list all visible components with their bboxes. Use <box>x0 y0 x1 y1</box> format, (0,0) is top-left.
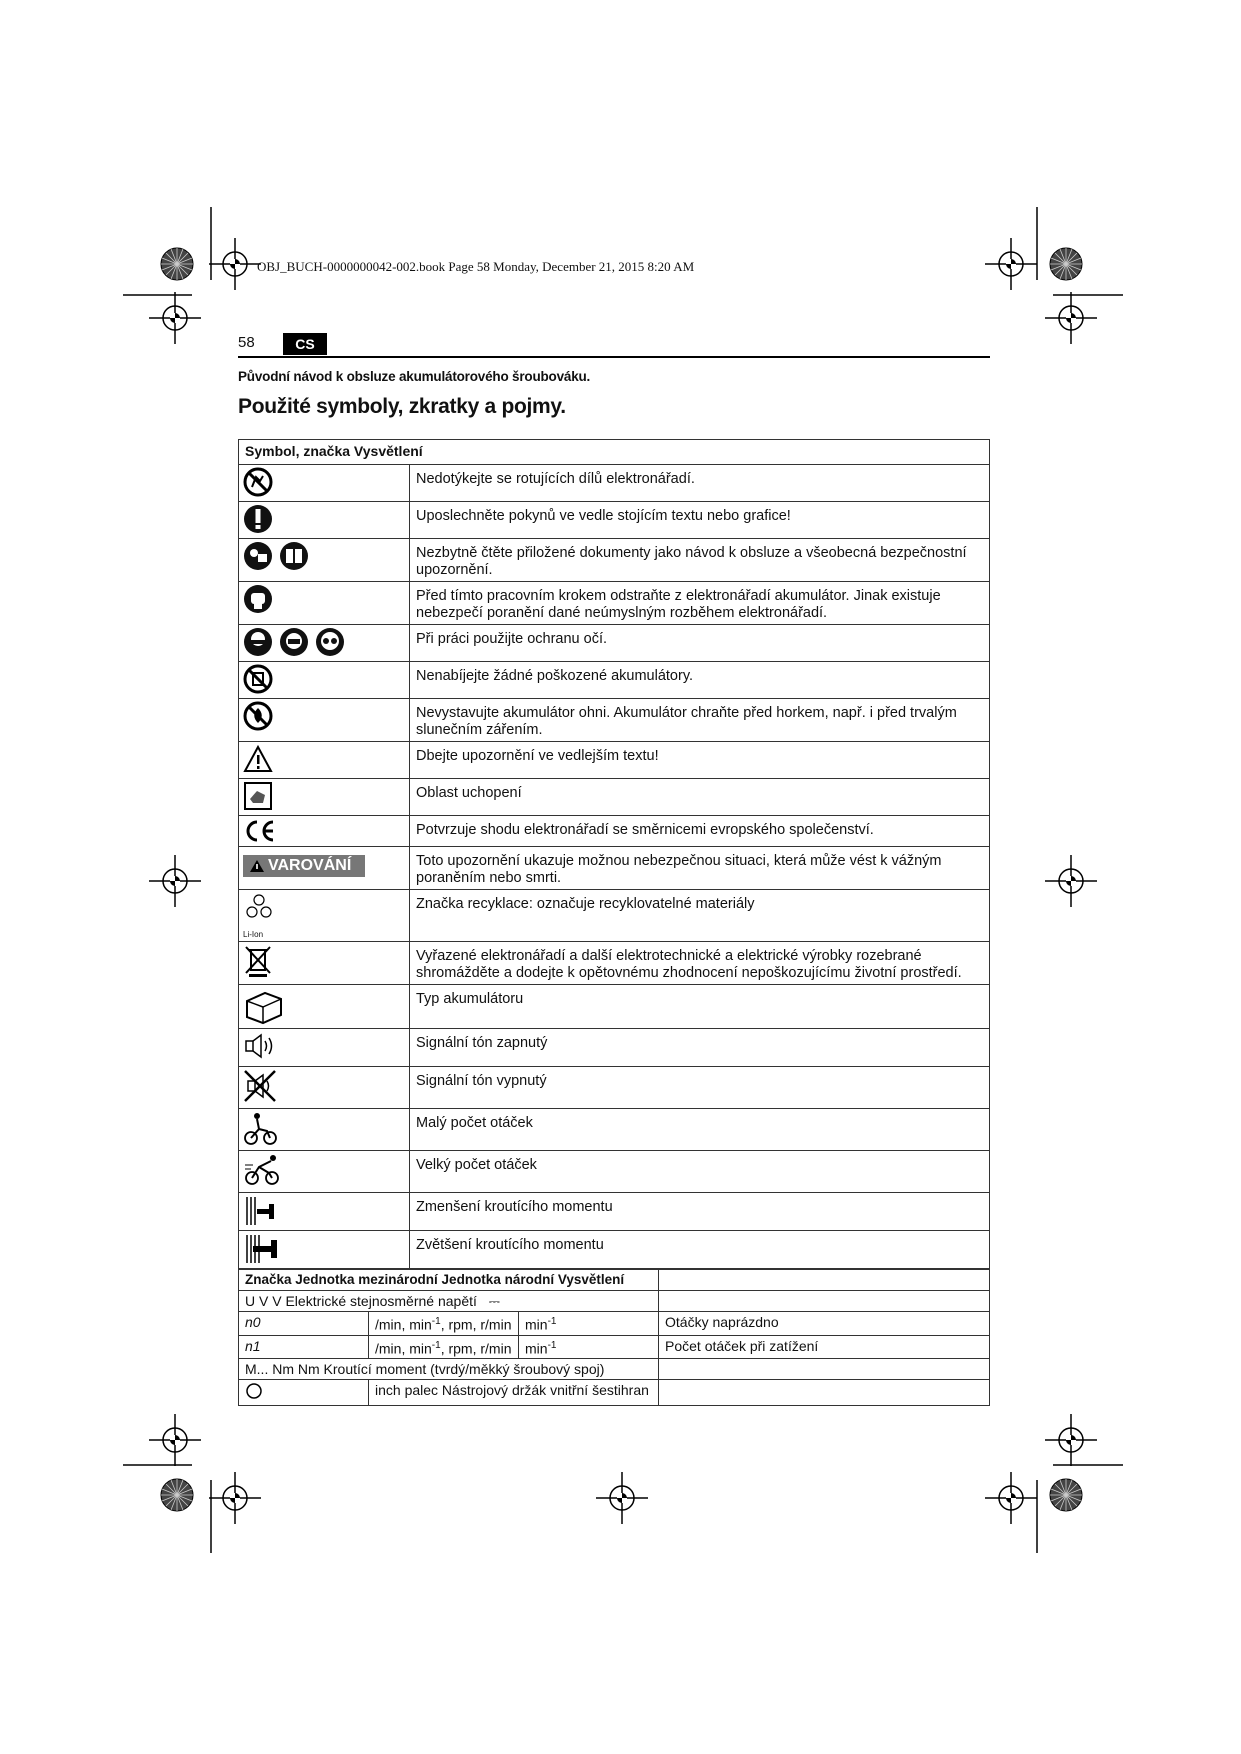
table-row <box>239 502 990 539</box>
unit-description: Otáčky naprázdno <box>659 1312 990 1336</box>
table-row <box>239 1312 990 1336</box>
units-table-header: Značka Jednotka mezinárodní Jednotka národní Vysvětlení <box>239 1270 659 1291</box>
symbol-description: Malý počet otáček <box>410 1109 990 1151</box>
table-row <box>239 1359 990 1380</box>
language-badge: CS <box>283 333 327 355</box>
dc-symbol: ⎓ <box>488 1293 500 1309</box>
table-row <box>239 1151 990 1193</box>
symbol-description: Vyřazené elektronářadí a další elektrotechnické a elektrické výrobky rozebrané shromážděte a dodejte k opětovnému zhodnocení nepoškozujícímu životní prostředí. <box>410 942 990 985</box>
no-touch-rotating-icon <box>243 467 273 497</box>
table-row <box>239 465 990 502</box>
symbols-table-header: Symbol, značka Vysvětlení <box>239 440 990 465</box>
symbol-description: Nezbytně čtěte přiložené dokumenty jako návod k obsluze a všeobecná bezpečnostní upozornění. <box>410 539 990 582</box>
table-row <box>239 1380 990 1406</box>
symbol-description: Nedotýkejte se rotujících dílů elektronářadí. <box>410 465 990 502</box>
unit-row-text: U V V Elektrické stejnosměrné napětí <box>245 1293 477 1309</box>
unit-row-text: M... Nm Nm Kroutící moment (tvrdý/měkký šroubový spoj) <box>239 1359 659 1380</box>
battery-type-icon <box>243 987 285 1025</box>
read-manual-icon <box>243 541 273 571</box>
signal-off-icon <box>243 1069 279 1103</box>
table-row <box>239 582 990 625</box>
print-header-line: OBJ_BUCH-0000000042-002.book Page 58 Monday, December 21, 2015 8:20 AM <box>257 259 695 274</box>
table-row <box>239 1335 990 1359</box>
warning-triangle-icon <box>243 744 273 774</box>
table-row <box>239 890 990 942</box>
no-fire-icon <box>243 701 273 731</box>
table-row <box>239 699 990 742</box>
table-row <box>239 942 990 985</box>
symbol-description: Značka recyklace: označuje recyklovatelné materiály <box>410 890 990 942</box>
symbol-description: Před tímto pracovním krokem odstraňte z elektronářadí akumulátor. Jinak existuje nebezpečí poranění dané neúmyslným rozběhem elektronářadí. <box>410 582 990 625</box>
torque-decrease-icon <box>243 1195 279 1227</box>
symbol-description: Zvětšení kroutícího momentu <box>410 1231 990 1269</box>
page-number: 58 <box>238 334 255 351</box>
ce-mark-icon <box>243 818 277 844</box>
torque-increase-icon <box>243 1233 283 1265</box>
goggles-icon <box>315 627 345 657</box>
symbol-description: Signální tón zapnutý <box>410 1029 990 1067</box>
signal-on-icon <box>243 1031 279 1061</box>
li-ion-label: Li-Ion <box>243 930 264 939</box>
unit-description: Počet otáček při zatížení <box>659 1335 990 1359</box>
table-row <box>239 816 990 847</box>
units-table <box>238 1269 990 1406</box>
exclamation-icon <box>243 504 273 534</box>
symbol-description: Zmenšení kroutícího momentu <box>410 1193 990 1231</box>
grip-area-icon <box>243 781 273 811</box>
low-speed-icon <box>243 1111 279 1147</box>
weee-bin-icon <box>243 944 273 978</box>
high-speed-icon <box>243 1153 283 1187</box>
unit-symbol: n1 <box>239 1335 369 1359</box>
warning-label <box>243 855 365 877</box>
symbol-description: Při práci použijte ochranu očí. <box>410 625 990 662</box>
unit-national: $\min^{-1}$ <box>519 1312 659 1336</box>
page-title: Použité symboly, zkratky a pojmy. <box>238 395 566 418</box>
hexagon-socket-icon <box>245 1382 263 1400</box>
no-charge-damaged-icon <box>243 664 273 694</box>
warning-label-text: VAROVÁNÍ <box>268 857 352 874</box>
symbol-description: Velký počet otáček <box>410 1151 990 1193</box>
unit-row-text: inch palec Nástrojový držák vnitřní šestihran <box>369 1380 659 1406</box>
symbol-description: Nevystavujte akumulátor ohni. Akumulátor chraňte před horkem, např. i před trvalým slunečním zářením. <box>410 699 990 742</box>
table-row <box>239 847 990 890</box>
symbol-description: Toto upozornění ukazuje možnou nebezpečnou situaci, která může vést k vážným poraněním nebo smrti. <box>410 847 990 890</box>
header-rule <box>238 356 990 358</box>
warning-triangle-icon <box>249 859 265 873</box>
table-row <box>239 779 990 816</box>
symbols-table <box>238 439 990 1269</box>
table-row <box>239 1231 990 1269</box>
table-row <box>239 1291 990 1312</box>
symbol-description: Signální tón vypnutý <box>410 1067 990 1109</box>
table-row <box>239 1067 990 1109</box>
table-row <box>239 1109 990 1151</box>
table-row <box>239 662 990 699</box>
table-row <box>239 625 990 662</box>
symbol-description: Typ akumulátoru <box>410 985 990 1029</box>
remove-battery-icon <box>243 584 273 614</box>
unit-international: /min, $\min^{-1}$, rpm, r/min <box>369 1335 519 1359</box>
symbol-description: Nenabíjejte žádné poškozené akumulátory. <box>410 662 990 699</box>
document-subtitle: Původní návod k obsluze akumulátorového šroubováku. <box>238 369 591 384</box>
table-row <box>239 1193 990 1231</box>
recycling-icon <box>243 892 275 932</box>
symbol-description: Potvrzuje shodu elektronářadí se směrnicemi evropského společenství. <box>410 816 990 847</box>
table-row <box>239 539 990 582</box>
manual-book-icon <box>279 541 309 571</box>
unit-national: $\min^{-1}$ <box>519 1335 659 1359</box>
unit-symbol: n0 <box>239 1312 369 1336</box>
symbol-description: Uposlechněte pokynů ve vedle stojícím textu nebo grafice! <box>410 502 990 539</box>
face-shield-icon <box>279 627 309 657</box>
eye-protection-icon <box>243 627 273 657</box>
symbol-description: Oblast uchopení <box>410 779 990 816</box>
symbol-description: Dbejte upozornění ve vedlejším textu! <box>410 742 990 779</box>
table-row <box>239 742 990 779</box>
table-row <box>239 985 990 1029</box>
unit-international: /min, $\min^{-1}$, rpm, r/min <box>369 1312 519 1336</box>
table-row <box>239 1029 990 1067</box>
